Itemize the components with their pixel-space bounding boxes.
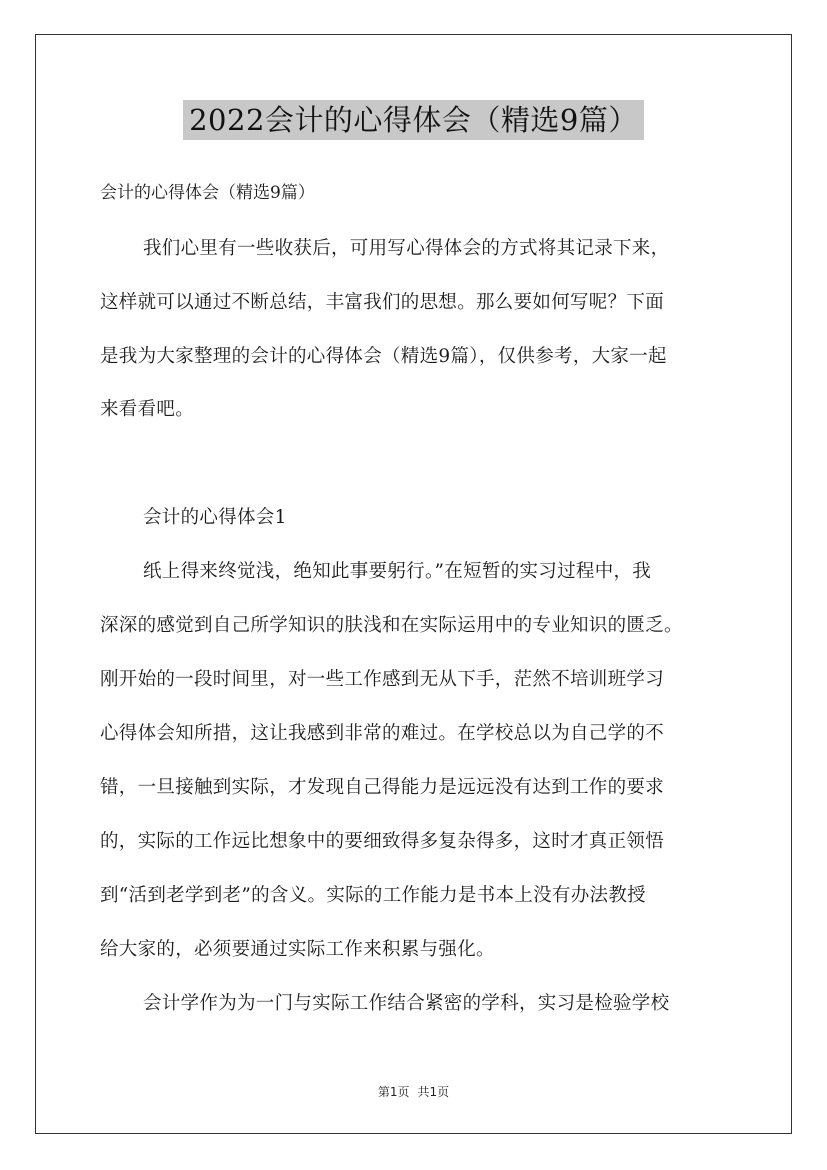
body-line: 给大家的，必须要通过实际工作来积累与强化。 (100, 939, 495, 960)
page-total: 共1页 (417, 1085, 450, 1099)
page-footer (0, 1084, 827, 1100)
page-number: 第1页 (377, 1085, 410, 1099)
intro-line: 这样就可以通过不断总结，丰富我们的思想。那么要如何写呢？下面 (100, 292, 665, 313)
section-heading: 会计的心得体会1 (143, 507, 287, 528)
body-line: 到“活到老学到老”的含义。实际的工作能力是书本上没有办法教授 (100, 885, 646, 906)
body-line: 深深的感觉到自己所学知识的肤浅和在实际运用中的专业知识的匮乏。 (100, 615, 683, 636)
body-line: 会计学作为为一门与实际工作结合紧密的学科，实习是检验学校 (143, 993, 670, 1014)
document-subtitle: 会计的心得体会（精选9篇） (100, 183, 315, 203)
document-title: 2022会计的心得体会（精选9篇） (183, 100, 644, 140)
body-line: 的，实际的工作远比想象中的要细致得多复杂得多，这时才真正领悟 (100, 831, 665, 852)
body-line: 错，一旦接触到实际，才发现自己得能力是远远没有达到工作的要求 (100, 777, 665, 798)
intro-line: 来看看吧。 (100, 399, 195, 420)
intro-line: 是我为大家整理的会计的心得体会（精选9篇），仅供参考，大家一起 (100, 346, 667, 367)
body-line: 纸上得来终觉浅，绝知此事要躬行。”在短暂的实习过程中，我 (143, 561, 652, 582)
title-container (0, 100, 827, 140)
body-line: 心得体会知所措，这让我感到非常的难过。在学校总以为自己学的不 (100, 723, 665, 744)
intro-line: 我们心里有一些收获后，可用写心得体会的方式将其记录下来， (143, 238, 670, 259)
body-line: 刚开始的一段时间里，对一些工作感到无从下手，茫然不培训班学习 (100, 669, 665, 690)
